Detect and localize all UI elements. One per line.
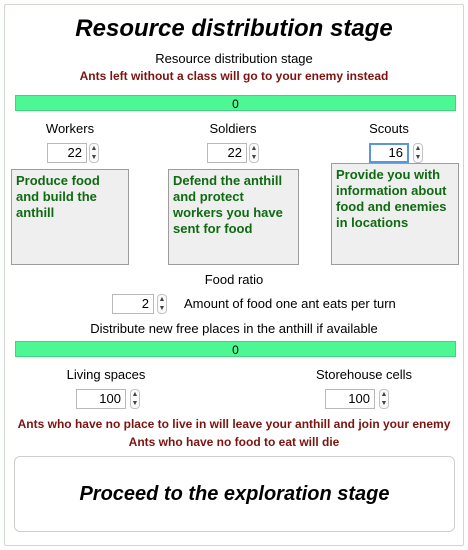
storehouse-label: Storehouse cells: [315, 367, 413, 382]
stage-subtitle: Resource distribution stage: [155, 51, 313, 66]
soldiers-stepper-arrows[interactable]: [249, 143, 259, 163]
food-ratio-input[interactable]: 2: [112, 294, 154, 314]
food-ratio-description: Amount of food one ant eats per turn: [184, 296, 396, 311]
storehouse-input[interactable]: 100: [325, 389, 375, 409]
storehouse-stepper-arrows[interactable]: [379, 389, 389, 409]
free-ants-bar: 0: [15, 95, 456, 111]
workers-description: Produce food and build the anthill: [11, 169, 129, 265]
workers-stepper-arrows[interactable]: [89, 143, 99, 163]
chevron-down-icon[interactable]: ▼: [380, 400, 388, 407]
chevron-up-icon[interactable]: ▲: [380, 391, 388, 398]
chevron-down-icon[interactable]: ▼: [90, 154, 98, 161]
chevron-down-icon[interactable]: ▼: [414, 154, 422, 161]
soldiers-stepper[interactable]: [207, 143, 261, 163]
living-spaces-label: Living spaces: [66, 367, 146, 382]
places-label: Distribute new free places in the anthill if available: [90, 321, 378, 336]
chevron-down-icon[interactable]: ▼: [131, 400, 139, 407]
scouts-stepper[interactable]: [369, 143, 424, 163]
workers-stepper[interactable]: [47, 143, 101, 163]
page-title: Resource distribution stage: [75, 15, 393, 42]
workers-label: Workers: [45, 121, 95, 136]
warning-no-food: Ants who have no food to eat will die: [128, 435, 340, 449]
chevron-up-icon[interactable]: ▲: [414, 145, 422, 152]
chevron-down-icon[interactable]: ▼: [250, 154, 258, 161]
food-ratio-stepper-arrows[interactable]: [157, 294, 167, 314]
soldiers-description: Defend the anthill and protect workers you have sent for food: [168, 169, 299, 265]
scouts-label: Scouts: [369, 121, 409, 136]
chevron-up-icon[interactable]: ▲: [131, 391, 139, 398]
scouts-stepper-arrows[interactable]: [413, 143, 423, 163]
scouts-input[interactable]: 16: [369, 143, 409, 163]
living-spaces-stepper-arrows[interactable]: [130, 389, 140, 409]
food-ratio-label: Food ratio: [204, 272, 264, 287]
soldiers-label: Soldiers: [209, 121, 257, 136]
soldiers-input[interactable]: 22: [207, 143, 247, 163]
chevron-up-icon[interactable]: ▲: [90, 145, 98, 152]
living-spaces-stepper[interactable]: [76, 389, 142, 409]
chevron-up-icon[interactable]: ▲: [158, 296, 166, 303]
workers-input[interactable]: 22: [47, 143, 87, 163]
storehouse-stepper[interactable]: [325, 389, 391, 409]
chevron-up-icon[interactable]: ▲: [250, 145, 258, 152]
chevron-down-icon[interactable]: ▼: [158, 305, 166, 312]
warning-unassigned: Ants left without a class will go to your enemy instead: [79, 69, 389, 83]
proceed-exploration-button[interactable]: Proceed to the exploration stage: [14, 456, 455, 532]
scouts-description: Provide you with information about food and enemies in locations: [331, 163, 459, 265]
food-ratio-stepper[interactable]: [112, 294, 174, 314]
living-spaces-input[interactable]: 100: [76, 389, 126, 409]
warning-no-place: Ants who have no place to live in will leave your anthill and join your enemy: [17, 417, 451, 431]
free-places-bar: 0: [15, 341, 456, 357]
